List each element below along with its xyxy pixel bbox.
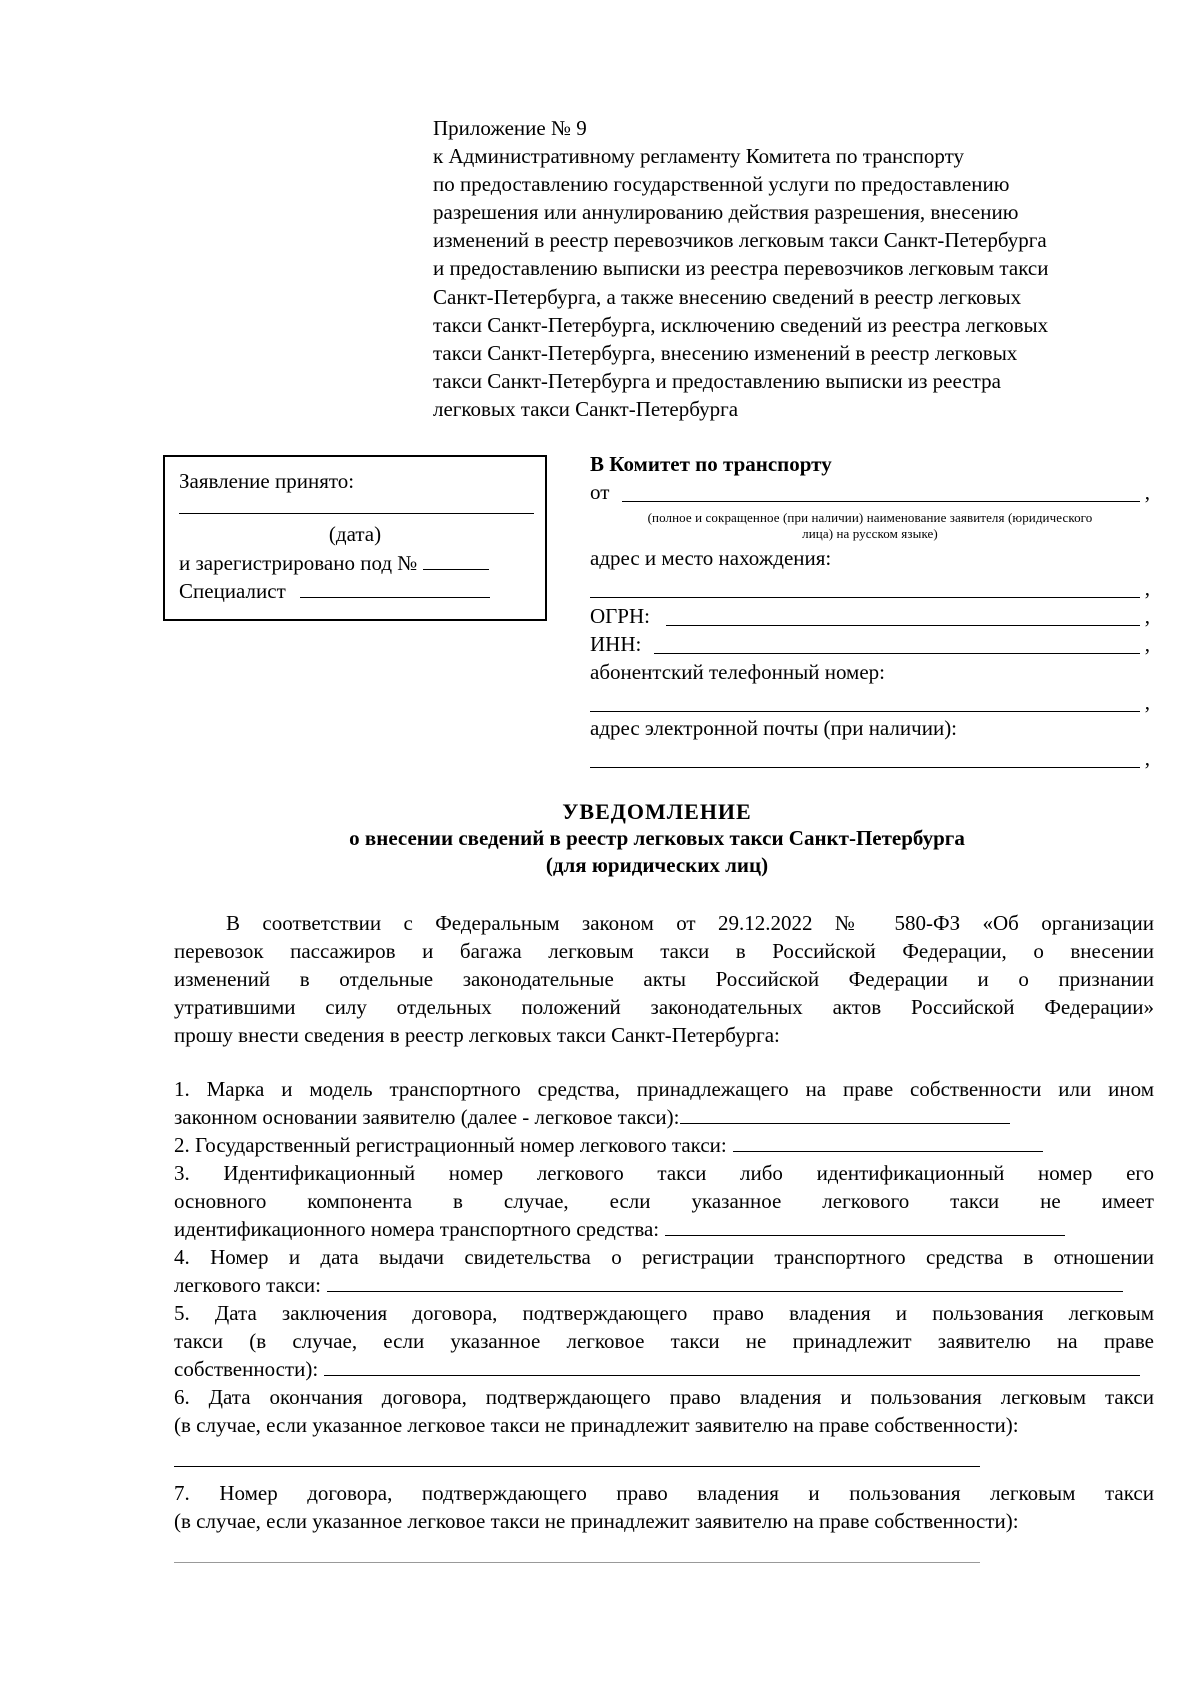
contract-number-row [174, 1535, 1154, 1567]
notice-heading [0, 798, 1200, 879]
appendix-line: такси Санкт-Петербурга, внесению изменений в реестр легковых [433, 340, 1018, 365]
phone-label: абонентский телефонный номер: [590, 660, 886, 684]
contract-end-date-row [174, 1439, 1154, 1471]
email-label: адрес электронной почты (при наличии): [590, 716, 958, 740]
item-3-text: идентификационного номера транспортного средства: [174, 1217, 660, 1241]
phone-field[interactable] [590, 711, 1140, 712]
appendix-line: и предоставлению выписки из реестра перевозчиков легковым такси [433, 256, 1049, 281]
email-row [590, 746, 1150, 772]
appendix-line: такси Санкт-Петербурга и предоставлению выписки из реестра [433, 368, 1001, 393]
appendix-line: Приложение № 9 [433, 116, 587, 140]
item-1-text: законном основании заявителю (далее - легковое такси): [174, 1105, 680, 1129]
appendix-line: к Административному регламенту Комитета по транспорту [433, 144, 964, 169]
applicant-name-field[interactable] [622, 501, 1140, 502]
ogrn-label: ОГРН: [590, 604, 650, 628]
notice-title: УВЕДОМЛЕНИЕ [562, 799, 752, 824]
item-5-line [174, 1355, 1154, 1383]
appendix-line: по предоставлению государственной услуги по предоставлению [433, 172, 1010, 197]
date-caption: (дата) [328, 522, 382, 546]
certificate-field[interactable] [327, 1271, 1123, 1292]
caption-line: (полное и сокращенное (при наличии) наименование заявителя (юридического [647, 510, 1093, 525]
comma: , [1144, 576, 1150, 600]
comma: , [1144, 632, 1150, 656]
appendix-line: легковых такси Санкт-Петербурга [433, 396, 739, 421]
item-1-line [174, 1103, 1154, 1131]
contract-end-date-field[interactable] [174, 1466, 980, 1467]
caption-line: лица) на русском языке) [802, 526, 938, 541]
ogrn-row [590, 604, 1150, 630]
addressee-title: В Комитет по транспорту [590, 452, 832, 476]
registration-number-field[interactable] [423, 551, 489, 570]
specialist-label: Специалист [179, 579, 286, 603]
address-label: адрес и место нахождения: [590, 546, 832, 570]
comma: , [1144, 690, 1150, 714]
item-2-line [174, 1131, 1154, 1159]
item-7-line: 7. Номер договора, подтверждающего право владения и пользования легковым такси [174, 1481, 1154, 1505]
applicant-name-caption [590, 510, 1150, 542]
inn-field[interactable] [654, 653, 1140, 654]
date-field[interactable] [179, 513, 534, 514]
items-list [174, 1075, 1154, 1567]
contract-number-field[interactable] [174, 1562, 980, 1563]
car-model-field[interactable] [680, 1103, 1010, 1124]
specialist-row [179, 577, 490, 605]
registered-label: и зарегистрировано под № [179, 551, 418, 575]
body-line: прошу внести сведения в реестр легковых такси Санкт-Петербурга: [174, 1023, 780, 1047]
specialist-field[interactable] [300, 579, 490, 598]
item-4-line [174, 1271, 1154, 1299]
comma: , [1144, 480, 1150, 504]
item-7-line: (в случае, если указанное легковое такси не принадлежит заявителю на праве собственности): [174, 1509, 1019, 1533]
item-1-line: 1. Марка и модель транспортного средства, принадлежащего на праве собственности или ином [174, 1077, 1154, 1101]
appendix-header [433, 114, 1153, 423]
item-6-line: (в случае, если указанное легковое такси не принадлежит заявителю на праве собственности): [174, 1413, 1019, 1437]
vin-field[interactable] [665, 1215, 1065, 1236]
email-field[interactable] [590, 767, 1140, 768]
item-6-line: 6. Дата окончания договора, подтверждающего право владения и пользования легковым такси [174, 1385, 1154, 1409]
contract-start-date-field[interactable] [324, 1355, 1140, 1376]
body-line: перевозок пассажиров и багажа легковым такси в Российской Федерации, о внесении [174, 939, 1154, 963]
item-3-line: основного компонента в случае, если указанное легкового такси не имеет [174, 1189, 1154, 1213]
notice-subtitle-2: (для юридических лиц) [545, 853, 769, 877]
comma: , [1144, 746, 1150, 770]
item-4-line: 4. Номер и дата выдачи свидетельства о регистрации транспортного средства в отношении [174, 1245, 1154, 1269]
spacer [174, 1471, 1154, 1479]
registration-plate-field[interactable] [733, 1131, 1043, 1152]
body-line: изменений в отдельные законодательные акты Российской Федерации и о признании [174, 967, 1154, 991]
registration-title: Заявление принято: [179, 469, 355, 493]
item-3-line: 3. Идентификационный номер легкового такси либо идентификационный номер его [174, 1161, 1154, 1185]
ogrn-field[interactable] [666, 625, 1140, 626]
body-line: утратившими силу отдельных положений законодательных актов Российской Федерации» [174, 995, 1154, 1019]
address-field[interactable] [590, 597, 1140, 598]
registered-row [179, 549, 489, 577]
from-row [590, 480, 1150, 506]
item-3-line [174, 1215, 1154, 1243]
phone-row [590, 690, 1150, 716]
body-paragraph [174, 909, 1154, 1049]
registration-box [163, 455, 547, 621]
item-4-text: легкового такси: [174, 1273, 321, 1297]
body-line: В соответствии с Федеральным законом от 29.12.2022 № 580-ФЗ «Об организации [226, 911, 1154, 935]
comma: , [1144, 604, 1150, 628]
item-5-line: 5. Дата заключения договора, подтверждающего право владения и пользования легковым [174, 1301, 1154, 1325]
address-row [590, 576, 1150, 602]
item-2-text: 2. Государственный регистрационный номер легкового такси: [174, 1133, 727, 1157]
inn-label: ИНН: [590, 632, 642, 656]
appendix-line: разрешения или аннулированию действия разрешения, внесению [433, 200, 1019, 225]
item-5-text: собственности): [174, 1357, 319, 1381]
notice-subtitle: о внесении сведений в реестр легковых такси Санкт-Петербурга [349, 826, 965, 850]
item-5-line: такси (в случае, если указанное легковое такси не принадлежит заявителю на праве [174, 1329, 1154, 1353]
appendix-line: изменений в реестр перевозчиков легковым такси Санкт-Петербурга [433, 228, 1047, 253]
from-label: от [590, 480, 610, 504]
appendix-line: Санкт-Петербурга, а также внесению сведений в реестр легковых [433, 284, 1022, 309]
appendix-line: такси Санкт-Петербурга, исключению сведений из реестра легковых [433, 312, 1049, 337]
inn-row [590, 632, 1150, 658]
